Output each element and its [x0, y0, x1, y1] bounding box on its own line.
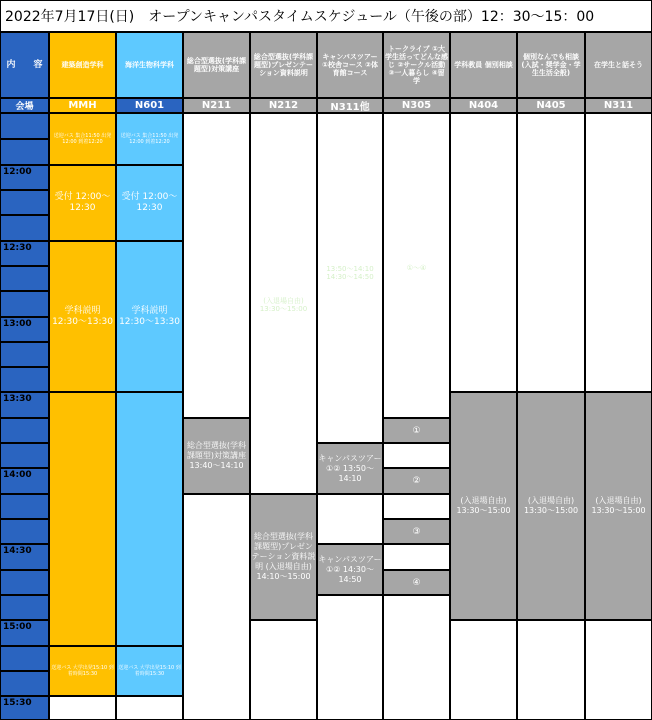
room-n311-etc: N311他 — [317, 98, 383, 113]
empty-cell — [317, 595, 383, 720]
campus-tour-second: キャンパスツアー ①② 14:30～14:50 — [317, 544, 383, 595]
header-col-general-consult: 個別なんでも相談 (入試・奨学金・学生生活全般) — [517, 32, 585, 98]
empty-cell — [49, 696, 116, 720]
time-slot — [0, 646, 49, 671]
room-mmh: MMH — [49, 98, 116, 113]
empty-cell — [383, 443, 450, 468]
time-slot — [0, 671, 49, 696]
room-row-label: 会場 — [0, 98, 49, 113]
room-n311: N311 — [585, 98, 652, 113]
bus-departure-architecture: 送迎バス 大学出発15:10 到着時間15:30 — [49, 646, 116, 696]
empty-cell — [250, 620, 317, 720]
general-consult-session: (入退場自由) 13:30～15:00 — [517, 392, 585, 620]
registration-architecture: 受付 12:00～12:30 — [49, 165, 116, 241]
room-n211: N211 — [183, 98, 250, 113]
talk-session-1: ① — [383, 418, 450, 443]
free-block-architecture — [49, 392, 116, 646]
faculty-consult-session: (入退場自由) 13:30～15:00 — [450, 392, 517, 620]
time-label: 15:00 — [0, 620, 49, 646]
empty-cell — [383, 544, 450, 570]
talk-session-4: ④ — [383, 570, 450, 595]
time-slot — [0, 342, 49, 367]
student-talk-session: (入退場自由) 13:30～15:00 — [585, 392, 652, 620]
room-n601: N601 — [116, 98, 183, 113]
time-label: 14:00 — [0, 468, 49, 494]
time-slot — [0, 266, 49, 291]
dept-briefing-architecture: 学科説明 12:30～13:30 — [49, 241, 116, 392]
room-n404: N404 — [450, 98, 517, 113]
empty-cell — [183, 113, 250, 418]
time-slot — [0, 570, 49, 595]
time-label: 15:30 — [0, 696, 49, 720]
prep-course-session: 総合型選抜(学科課題型)対策講座 13:40～14:10 — [183, 418, 250, 494]
time-slot — [0, 215, 49, 241]
talk-session-2: ② — [383, 468, 450, 494]
header-col-student-talk: 在学生と話そう — [585, 32, 652, 98]
room-n305: N305 — [383, 98, 450, 113]
room-n405: N405 — [517, 98, 585, 113]
header-col-architecture: 建築創造学科 — [49, 32, 116, 98]
bus-arrival-marine: 送迎バス 集合11:50 出発12:00 到着12:20 — [116, 113, 183, 165]
time-slot — [0, 190, 49, 215]
time-slot — [0, 443, 49, 468]
empty-cell — [450, 620, 517, 720]
bus-arrival-architecture: 送迎バス 集合11:50 出発12:00 到着12:20 — [49, 113, 116, 165]
empty-cell — [517, 113, 585, 392]
empty-cell — [383, 595, 450, 720]
dept-briefing-marine: 学科説明 12:30～13:30 — [116, 241, 183, 392]
time-slot — [0, 519, 49, 544]
header-col-campus-tour: キャンパスツアー ①校舎コース ②体育館コース — [317, 32, 383, 98]
time-label: 14:30 — [0, 544, 49, 570]
empty-cell — [116, 696, 183, 720]
time-label: 13:30 — [0, 392, 49, 418]
registration-marine: 受付 12:00～12:30 — [116, 165, 183, 241]
presentation-session: 総合型選抜(学科課題型)プレゼンテーション資料説明 (入退場自由) 14:10～15:00 — [250, 494, 317, 620]
time-slot — [0, 418, 49, 443]
header-col-presentation: 総合型選抜(学科課題型)プレゼンテーション資料説明 — [250, 32, 317, 98]
time-label: 12:30 — [0, 241, 49, 266]
bus-departure-marine: 送迎バス 大学出発15:10 到着時間15:30 — [116, 646, 183, 696]
page-title: 2022年7月17日(日) オープンキャンパスタイムスケジュール（午後の部）12：30～15：00 — [0, 0, 652, 32]
campus-tour-first: キャンパスツアー ①② 13:50～14:10 — [317, 443, 383, 494]
room-n212: N212 — [250, 98, 317, 113]
time-slot — [0, 139, 49, 165]
time-slot — [0, 595, 49, 620]
time-label: 13:00 — [0, 317, 49, 342]
time-slot — [0, 494, 49, 519]
header-col-prep-course: 総合型選抜(学科課題型)対策講座 — [183, 32, 250, 98]
header-row-label: 内 容 — [0, 32, 49, 98]
header-col-talk-live: トークライブ ①大学生活ってどんな感じ ②サークル活動 ③一人暮らし ④留学 — [383, 32, 450, 98]
empty-cell — [585, 113, 652, 392]
time-slot — [0, 291, 49, 317]
faint-text: 13:50～14:10 14:30～14:50 — [326, 265, 374, 281]
talk-session-3: ③ — [383, 519, 450, 544]
empty-cell — [517, 620, 585, 720]
time-label: 12:00 — [0, 165, 49, 190]
faint-text: ①～④ — [406, 264, 427, 272]
empty-cell — [585, 620, 652, 720]
empty-cell — [183, 494, 250, 720]
free-block-marine — [116, 392, 183, 646]
time-slot — [0, 367, 49, 392]
faint-text: (入退場自由) 13:30～15:00 — [259, 297, 308, 313]
empty-cell — [317, 494, 383, 544]
empty-cell — [383, 494, 450, 519]
header-col-faculty-consult: 学科教員 個別相談 — [450, 32, 517, 98]
time-slot — [0, 113, 49, 139]
header-col-marine-biology: 海洋生物科学科 — [116, 32, 183, 98]
empty-cell — [450, 113, 517, 392]
